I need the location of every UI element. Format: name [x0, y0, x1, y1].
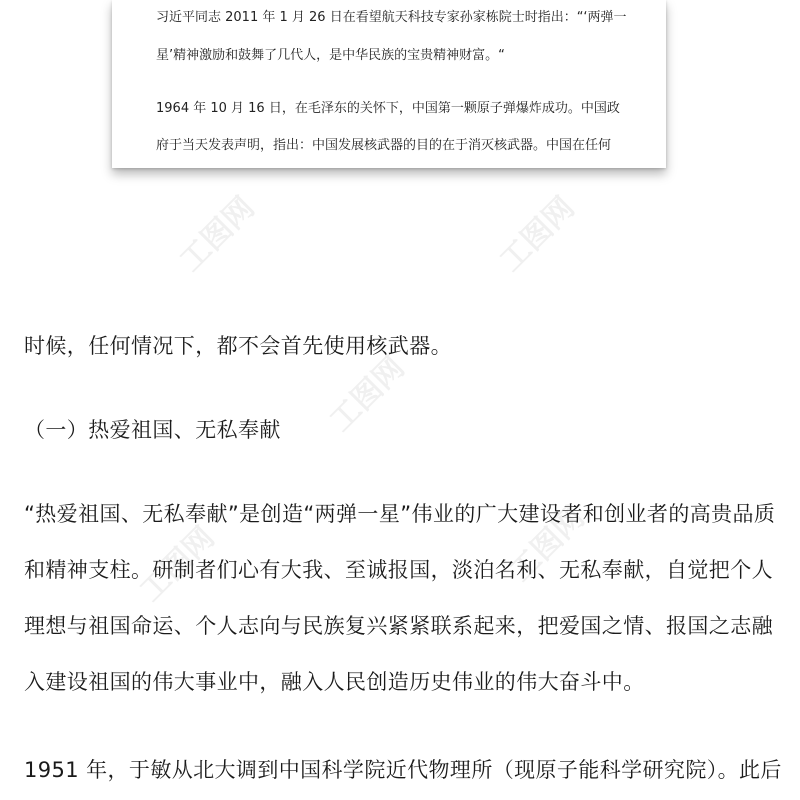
watermark: 工图网	[503, 500, 592, 589]
section-heading: （一）热爱祖国、无私奉献	[24, 418, 281, 442]
card-paragraph-line: 星’精神激励和鼓舞了几代人，是中华民族的宝贵精神财富。“	[156, 48, 505, 63]
body-text-line: 1951 年，于敏从北大调到中国科学院近代物理所（现原子能科学研究院）。此后	[24, 758, 782, 782]
card-paragraph-line: 习近平同志 2011 年 1 月 26 日在看望航天科技专家孙家栋院士时指出：“‘两弹一	[156, 10, 627, 25]
watermark: 工图网	[173, 190, 262, 279]
body-text-line: 时候，任何情况下，都不会首先使用核武器。	[24, 334, 452, 358]
document-page-preview	[112, 0, 666, 168]
card-paragraph-line: 府于当天发表声明，指出：中国发展核武器的目的在于消灭核武器。中国在任何	[156, 138, 612, 153]
watermark: 工图网	[323, 350, 412, 439]
watermark: 工图网	[133, 520, 222, 609]
body-text-line: 和精神支柱。研制者们心有大我、至诚报国，淡泊名利、无私奉献，自觉把个人	[24, 558, 773, 582]
watermark: 工图网	[493, 190, 582, 279]
body-text-line: 理想与祖国命运、个人志向与民族复兴紧紧联系起来，把爱国之情、报国之志融	[24, 614, 773, 638]
body-text-line: “热爱祖国、无私奉献”是创造“两弹一星”伟业的广大建设者和创业者的高贵品质	[24, 502, 776, 526]
card-paragraph-line: 1964 年 10 月 16 日，在毛泽东的关怀下，中国第一颗原子弹爆炸成功。中国政	[156, 101, 620, 116]
body-text-line: 入建设祖国的伟大事业中，融入人民创造历史伟业的伟大奋斗中。	[24, 670, 645, 694]
